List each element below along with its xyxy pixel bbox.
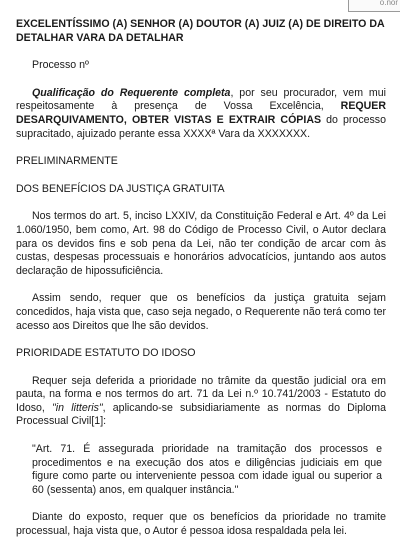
section-preliminarmente: PRELIMINARMENTE [16,155,118,168]
prioridade-paragraph-2: Diante do exposto, requer que os benefícios da prioridade no tramite processual, haja vista que, o Autor é pessoa idosa respaldada pela lei. [16,511,386,538]
requerente-qualification: Qualificação do Requerente completa [32,86,231,99]
prioridade-text-b: , aplicando-se subsidiariamente as normas do Diploma Processual Civil[1]: [16,401,387,428]
addressee-line-1: EXCELENTÍSSIMO (A) SENHOR (A) DOUTOR (A) JUIZ (A) DE DIREITO DA [16,18,385,30]
beneficios-paragraph-1: Nos termos do art. 5, inciso LXXIV, da Constituição Federal e Art. 4º da Lei 1.060/1950, bem como, Art. 98 do Código de Processo Civil, o Autor declara para os devidos fins e sob pena da Lei, não ter condição de arcar com às custas, despesas processuais e honorários advocatícios, juntando aos autos declaração de hipossuficiência. [16,210,386,277]
request-text: REQUER DESARQUIVAMENTO, OBTER VISTAS E EXTRAIR CÓPIAS [16,100,386,126]
addressee-heading [16,18,386,45]
prioridade-text-a: Requer seja deferida a prioridade no trâmite da questão judicial ora em pauta, na forma e nos termos do art. 71 da Lei n.º 10.741/2003 - Estatuto do Idoso, [16,374,386,414]
intro-text-1: , por seu procurador, vem mui respeitosamente à presença de Vossa Excelência, [16,86,386,113]
in-litteris: "in litteris" [52,401,103,414]
beneficios-paragraph-2: Assim sendo, requer que os benefícios da justiça gratuita sejam concedidos, haja vista que, caso seja negado, o Requerente não terá como ter acesso aos Direitos que lhe são devidos. [16,292,386,332]
addressee-line-2: DETALHAR VARA DA DETALHAR [16,31,184,44]
prioridade-paragraph-1 [16,375,386,429]
corner-label: o.nor [379,0,398,7]
art-71-quote: "Art. 71. É assegurada prioridade na tramitação dos processos e procedimentos e na execução dos atos e diligências judiciais em que figure como parte ou interveniente pessoa com idade igual ou superior a 60 (sessenta) anos, em qualquer instância." [32,443,382,496]
section-beneficios-heading: DOS BENEFÍCIOS DA JUSTIÇA GRATUITA [16,182,225,195]
section-prioridade-heading: PRIORIDADE ESTATUTO DO IDOSO [16,347,196,360]
intro-paragraph [16,87,386,141]
process-number: Processo nº [32,59,89,72]
intro-text-2: do processo supracitado, ajuizado perante essa XXXXª Vara da XXXXXXX. [16,113,386,140]
